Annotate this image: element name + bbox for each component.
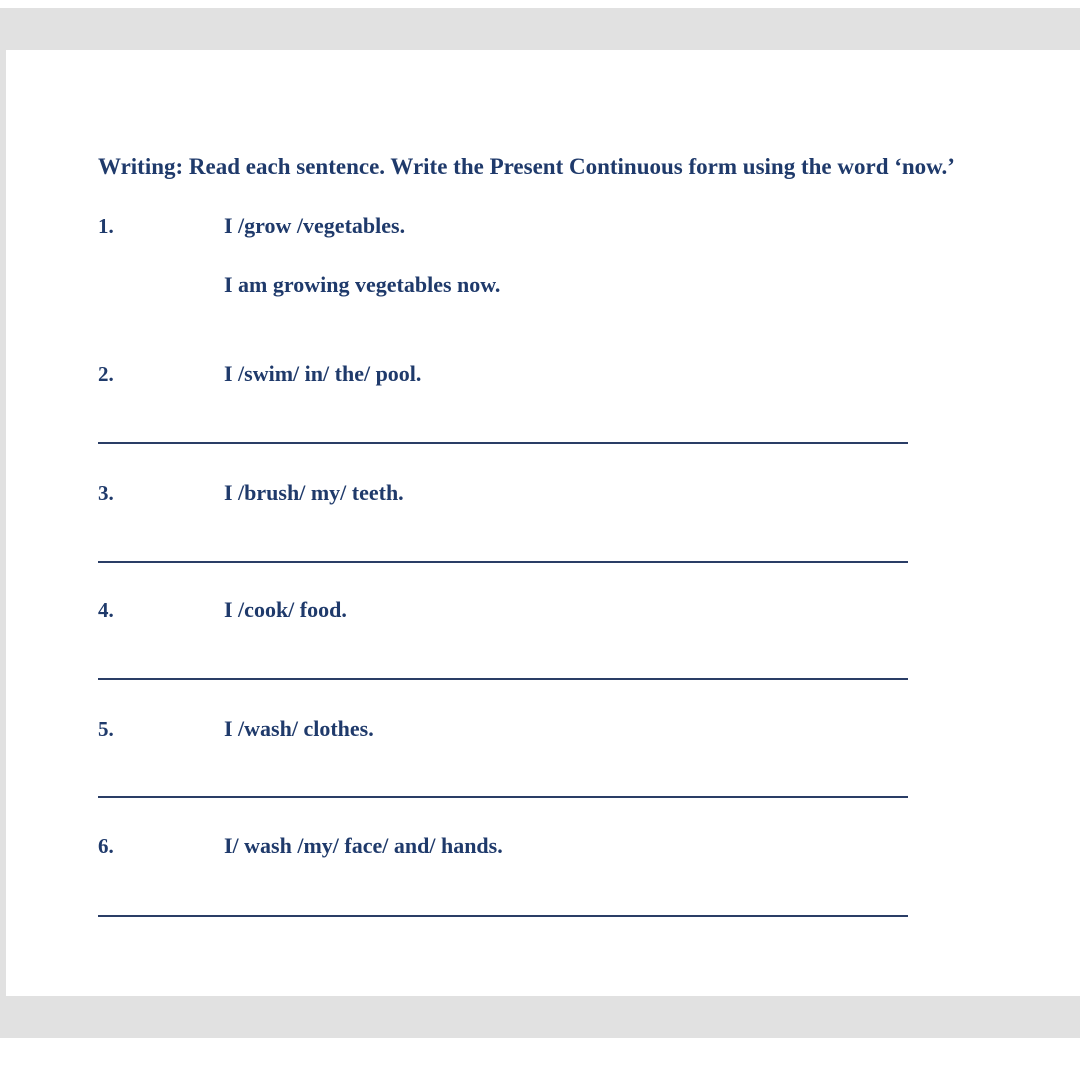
example-answer: I am growing vegetables now. [224, 272, 501, 297]
item-prompt-3: I /brush/ my/ teeth. [224, 480, 404, 505]
worksheet-page [6, 50, 1080, 996]
item-prompt-1: I /grow /vegetables. [224, 213, 406, 238]
answer-line-6[interactable] [98, 915, 908, 917]
item-prompt-5: I /wash/ clothes. [224, 716, 374, 741]
item-number-2: 2. [98, 362, 114, 386]
item-prompt-4: I /cook/ food. [224, 597, 347, 622]
item-number-3: 3. [98, 481, 114, 505]
answer-line-5[interactable] [98, 796, 908, 798]
item-number-5: 5. [98, 717, 114, 741]
item-prompt-6: I/ wash /my/ face/ and/ hands. [224, 833, 503, 858]
bottom-gray-band [0, 996, 1080, 1038]
top-gray-band [0, 8, 1080, 50]
answer-line-3[interactable] [98, 561, 908, 563]
item-prompt-2: I /swim/ in/ the/ pool. [224, 361, 422, 386]
answer-line-4[interactable] [98, 678, 908, 680]
item-number-4: 4. [98, 598, 114, 622]
instructions-heading: Writing: Read each sentence. Write the Present Continuous form using the word ‘now.’ [98, 154, 955, 179]
item-number-6: 6. [98, 834, 114, 858]
answer-line-2[interactable] [98, 442, 908, 444]
item-number-1: 1. [98, 214, 114, 238]
